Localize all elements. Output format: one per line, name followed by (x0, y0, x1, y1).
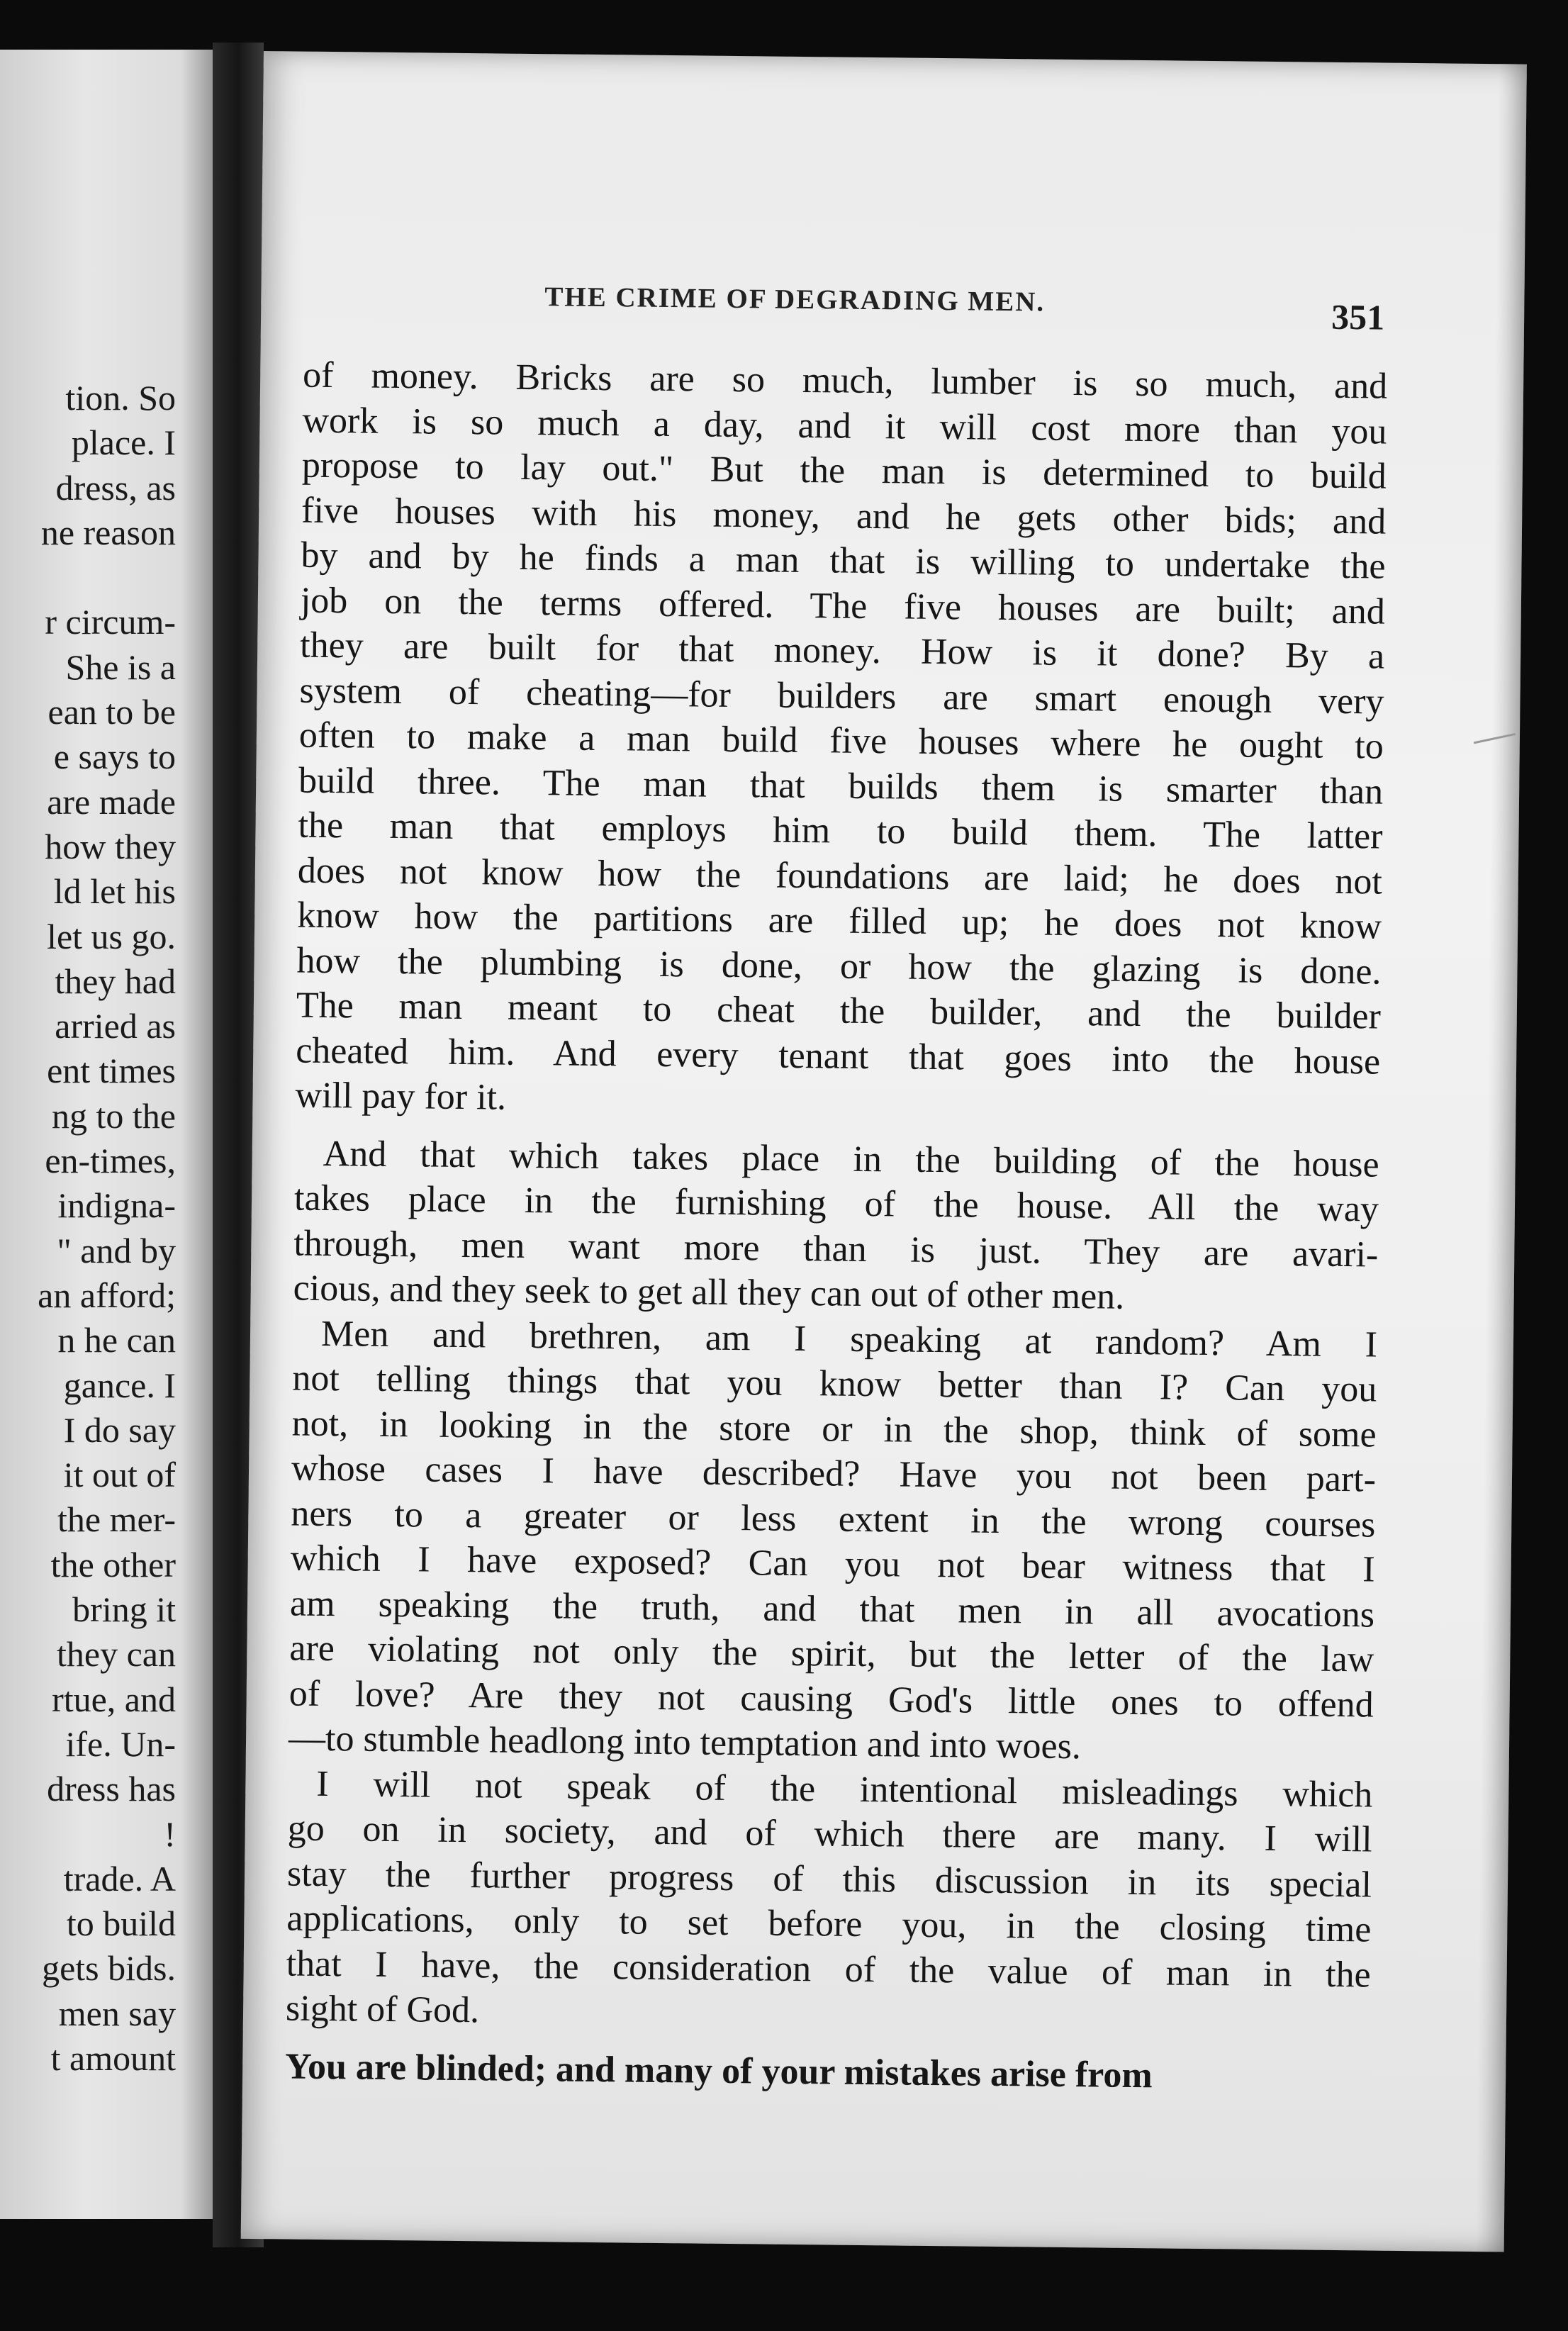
text-line: Men and brethren, am I speaking at random? Am I (320, 1313, 1378, 1365)
text-line: which I have exposed? Can you not bear witness that I (290, 1538, 1375, 1590)
left-line: ne reason (40, 512, 176, 552)
left-line: ld let his (53, 871, 176, 912)
text-line: job on the terms offered. The five houses are built; and (300, 580, 1386, 632)
text-line: work is so much a day, and it will cost more than you (302, 400, 1387, 452)
left-line: men say (58, 1993, 176, 2033)
left-page-fragment (0, 50, 213, 2219)
left-line: " and by (57, 1230, 176, 1270)
left-line: ng to the (52, 1095, 176, 1136)
text-line: whose cases I have described? Have you not been part- (291, 1448, 1377, 1500)
left-line: it out of (63, 1455, 176, 1495)
left-line: to build (66, 1904, 176, 1944)
text-line: propose to lay out." But the man is determined to build (301, 445, 1387, 497)
left-line: the mer- (57, 1499, 176, 1540)
text-line: ners to a greater or less extent in the wrong courses (291, 1493, 1376, 1545)
text-line: sight of God. (285, 1988, 480, 2031)
text-line: through, men want more than is just. They are avari- (293, 1223, 1379, 1275)
left-line: the other (50, 1544, 176, 1584)
text-line: You are blinded; and many of your mistakes arise from (284, 2045, 1153, 2096)
text-line: am speaking the truth, and that men in all avocations (289, 1583, 1375, 1636)
text-line: the man that employs him to build them. The latter (298, 805, 1383, 857)
left-line: tion. So (65, 378, 176, 418)
left-line: gance. I (63, 1365, 176, 1405)
text-line: —to stumble headlong into temptation and into woes. (288, 1718, 1082, 1767)
left-line: gets bids. (42, 1948, 176, 1989)
left-line: She is a (65, 647, 176, 687)
left-line: r circum- (45, 602, 176, 642)
left-line: arried as (55, 1006, 176, 1046)
text-line: system of cheating—for builders are smart enough very (299, 670, 1384, 722)
text-line: The man meant to cheat the builder, and the builder (296, 985, 1382, 1037)
text-line: cious, and they seek to get all they can out of other men. (293, 1268, 1125, 1317)
left-line: t amount (50, 2037, 176, 2078)
book-page (241, 51, 1527, 2252)
left-line: they can (57, 1634, 176, 1675)
text-line: are violating not only the spirit, but the letter of the law (289, 1628, 1374, 1680)
text-line: stay the further progress of this discussion in its special (286, 1852, 1372, 1906)
text-line: often to make a man build five houses where he ought to (298, 715, 1384, 767)
text-line: will pay for it. (295, 1075, 507, 1118)
text-line: applications, only to set before you, in the closing time (286, 1898, 1372, 1950)
left-line: dress has (47, 1769, 176, 1809)
text-line: go on in society, and of which there are many. I will (287, 1808, 1372, 1860)
left-line: an afford; (38, 1275, 176, 1315)
text-line: know how the partitions are filled up; he does not know (296, 895, 1382, 947)
text-line: And that which takes place in the building of the house (323, 1133, 1379, 1185)
left-line: let us go. (47, 916, 176, 956)
left-line: dress, as (55, 467, 176, 508)
text-line: not, in looking in the store or in the shop, think of some (291, 1403, 1377, 1455)
left-page-text (0, 376, 176, 2081)
left-line: ent times (47, 1051, 176, 1091)
left-line: bring it (72, 1589, 176, 1630)
text-line: does not know how the foundations are laid; he does not (297, 850, 1383, 902)
text-line: not telling things that you know better than I? Can you (292, 1358, 1377, 1410)
left-line: rtue, and (52, 1679, 176, 1719)
text-line: that I have, the consideration of the value of man in the (286, 1942, 1371, 1996)
left-line: place. I (71, 423, 176, 463)
left-line: n he can (57, 1320, 176, 1360)
left-line: are made (47, 781, 176, 822)
page-number: 351 (1331, 296, 1385, 337)
text-line: they are built for that money. How is it done? By a (299, 625, 1385, 677)
text-line: of money. Bricks are so much, lumber is so much, and (302, 354, 1388, 407)
left-line (0, 555, 176, 600)
left-line: I do say (63, 1409, 176, 1450)
text-line: five houses with his money, and he gets other bids; and (301, 490, 1387, 542)
text-line: by and by he finds a man that is willing to undertake the (301, 535, 1386, 587)
text-line: of love? Are they not causing God's little ones to offend (289, 1673, 1374, 1726)
left-line: ife. Un- (65, 1723, 176, 1764)
left-line: e says to (53, 737, 176, 777)
left-line: indigna- (57, 1185, 176, 1226)
text-line: cheated him. And every tenant that goes into the house (295, 1030, 1381, 1083)
left-line: trade. A (63, 1858, 176, 1899)
page-edge-shadow (1476, 64, 1527, 2252)
text-line: takes place in the furnishing of the house. All the way (293, 1178, 1379, 1230)
left-line: ean to be (47, 692, 176, 732)
left-line: ! (164, 1813, 176, 1854)
body-text (285, 353, 1388, 2101)
left-line: en-times, (45, 1141, 176, 1181)
left-line: how they (45, 826, 176, 866)
text-line: build three. The man that builds them is smarter than (298, 760, 1384, 812)
left-line: they had (55, 961, 176, 1001)
text-line: how the plumbing is done, or how the glazing is done. (296, 940, 1382, 993)
text-line: I will not speak of the intentional misleadings which (316, 1763, 1373, 1816)
running-head: THE CRIME OF DEGRADING MEN. (544, 281, 1046, 318)
